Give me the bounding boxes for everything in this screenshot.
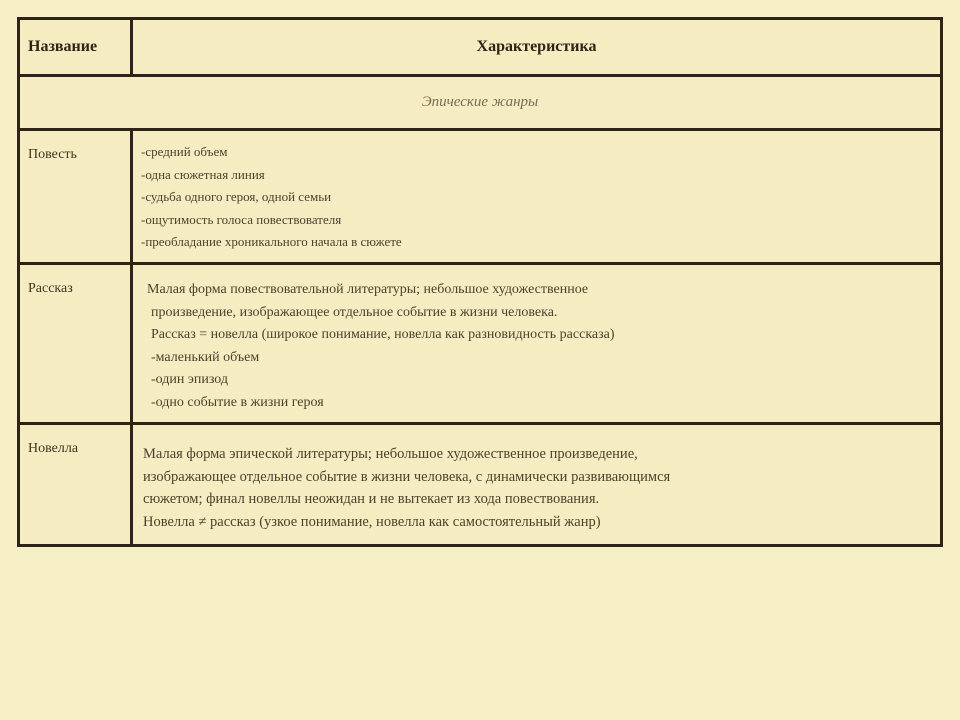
description-line: -один эпизод [151,372,229,387]
header-description-label: Характеристика [476,38,597,55]
genre-name: Новелла [28,441,79,456]
description-line: Рассказ = новелла (широкое понимание, новелла как разновидность рассказа) [151,327,615,342]
description-line: изображающее отдельное событие в жизни человека, с динамически развивающимся [143,468,671,485]
section-title: Эпические жанры [421,94,539,110]
description-line: -одна сюжетная линия [141,166,265,182]
description-line: -ощутимость голоса повествователя [141,211,342,227]
header-name-cell [20,20,133,74]
section-row [20,77,940,131]
genre-name: Повесть [28,147,77,162]
description-line: -судьба одного героя, одной семьи [141,189,332,204]
genre-name-cell [20,425,133,544]
genre-name-cell [20,131,133,262]
genre-name: Рассказ [28,281,73,296]
genre-name-cell [20,265,133,422]
description-line: -одно событие в жизни героя [151,394,324,410]
header-description-cell [133,20,940,74]
description-line: Малая форма повествовательной литературы; небольшое художественное [147,282,589,297]
description-line: -средний объем [141,144,228,159]
description-line: -преобладание хроникального начала в сюжете [141,234,402,249]
header-name-label: Название [28,38,98,55]
genre-description-cell [133,425,940,544]
description-line: Новелла ≠ рассказ (узкое понимание, новелла как самостоятельный жанр) [143,513,601,530]
description-line: сюжетом; финал новеллы неожидан и не вытекает из хода повествования. [143,491,600,507]
genre-description-cell [133,265,940,422]
description-line: произведение, изображающее отдельное событие в жизни человека. [151,304,558,320]
table-row [20,425,940,544]
table-row [20,265,940,425]
genres-table [17,17,943,547]
description-line: -маленький объем [151,349,260,365]
genre-description-cell [133,131,940,262]
description-line: Малая форма эпической литературы; небольшое художественное произведение, [143,446,638,462]
table-header-row [20,20,940,77]
table-row [20,131,940,265]
